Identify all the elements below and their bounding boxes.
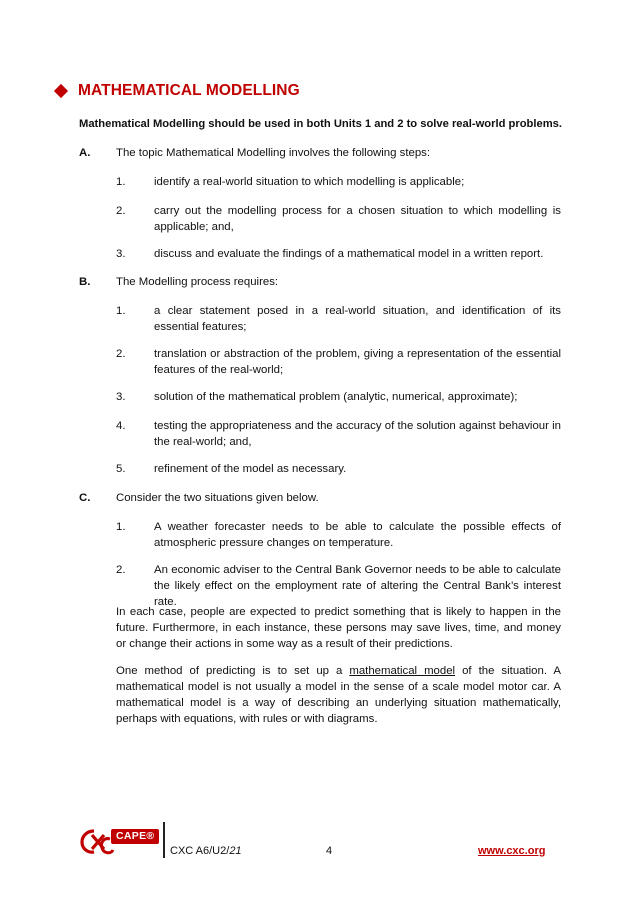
item-text: An economic adviser to the Central Bank Governor needs to be able to calculate the likely effect on the employment rate of altering the Central Bank’s interest rate. <box>154 564 561 608</box>
item-number: 1. <box>116 521 126 533</box>
paragraph: In each case, people are expected to predict something that is likely to happen in the future. Furthermore, in each instance, these persons may save lives, time, and money or change their actions in some way as a result of their predictions. <box>116 606 561 650</box>
item-number: 1. <box>116 176 126 188</box>
section-letter: A. <box>79 147 91 159</box>
section-heading <box>54 80 300 102</box>
item-text: A weather forecaster needs to be able to calculate the possible effects of atmospheric pressure changes on temperature. <box>154 521 561 549</box>
paragraph-text: of the situation. A mathematical model is not usually a model in the sense of a scale model motor car. A mathematical model is a way of describing an underlying situation mathematically, perhaps with equations, with rules or with diagrams. <box>116 665 561 725</box>
item-text: solution of the mathematical problem (analytic, numerical, approximate); <box>154 391 518 403</box>
section-text: Consider the two situations given below. <box>116 492 319 504</box>
item-number: 4. <box>116 420 126 432</box>
item-text: carry out the modelling process for a chosen situation to which modelling is applicable; and, <box>154 205 561 233</box>
section-letter: C. <box>79 492 91 504</box>
item-number: 2. <box>116 205 126 217</box>
section-text: The topic Mathematical Modelling involves the following steps: <box>116 147 431 159</box>
item-number: 5. <box>116 463 126 475</box>
item-text: testing the appropriateness and the accuracy of the solution against behaviour in the real-world; and, <box>154 420 561 448</box>
heading-text: MATHEMATICAL MODELLING <box>78 82 300 99</box>
item-text: identify a real-world situation to which modelling is applicable; <box>154 176 465 188</box>
intro-statement: Mathematical Modelling should be used in both Units 1 and 2 to solve real-world problems. <box>79 118 562 130</box>
item-text: refinement of the model as necessary. <box>154 463 347 475</box>
paragraph-text: One method of predicting is to set up a <box>116 665 350 677</box>
section-text: The Modelling process requires: <box>116 276 279 288</box>
section-letter: B. <box>79 276 91 288</box>
cape-badge: CAPE® <box>111 829 159 844</box>
cxc-cape-logo <box>80 825 158 859</box>
item-text: a clear statement posed in a real-world situation, and identification of its essential features; <box>154 305 561 333</box>
website-link[interactable]: www.cxc.org <box>478 845 546 857</box>
paragraph <box>116 663 561 727</box>
item-number: 3. <box>116 248 126 260</box>
item-number: 2. <box>116 564 126 576</box>
footer-divider <box>163 822 165 858</box>
item-number: 3. <box>116 391 126 403</box>
page-number: 4 <box>326 845 333 857</box>
document-code-year: 21 <box>229 845 242 857</box>
item-text: translation or abstraction of the problem, giving a representation of the essential features of the real-world; <box>154 348 561 376</box>
item-number: 2. <box>116 348 126 360</box>
item-text: discuss and evaluate the findings of a mathematical model in a written report. <box>154 248 544 260</box>
item-number: 1. <box>116 305 126 317</box>
underlined-term: mathematical model <box>349 665 456 677</box>
document-code-prefix: CXC A6/U2/ <box>170 845 230 857</box>
document-code <box>170 843 242 859</box>
diamond-bullet-icon <box>54 84 68 98</box>
